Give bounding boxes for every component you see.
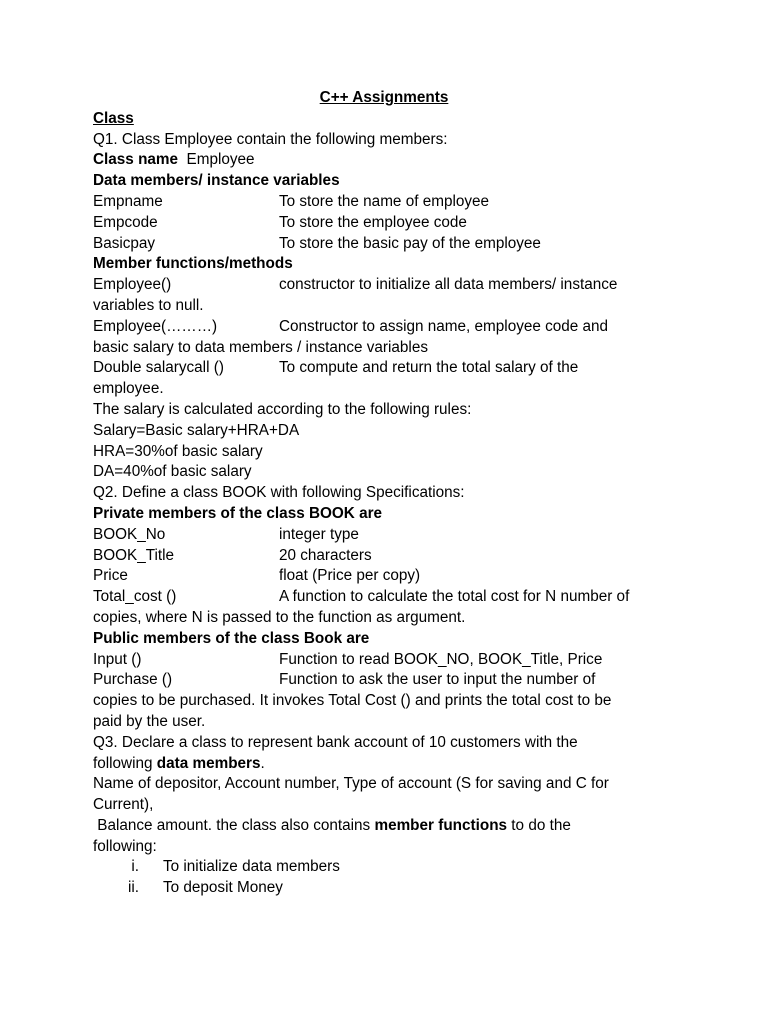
private-member-row: [93, 566, 673, 587]
data-member-term: Empcode: [93, 213, 158, 231]
q3-bold-text: data members: [156, 754, 261, 772]
data-member-desc: To store the basic pay of the employee: [279, 234, 541, 252]
q3-text: .: [260, 754, 265, 772]
method-desc: Constructor to assign name, employee code and: [279, 317, 609, 335]
list-item: [93, 878, 673, 899]
data-member-row: [93, 213, 673, 234]
private-member-term: BOOK_No: [93, 525, 166, 543]
data-member-term: Basicpay: [93, 234, 156, 252]
q1-question: Q1. Class Employee contain the following members:: [93, 130, 448, 148]
class-name-value: Employee: [186, 151, 255, 169]
q3-text: following: [93, 754, 157, 772]
q3-question: Q3. Declare a class to represent bank account of 10 customers with the: [93, 733, 578, 751]
input-term: Input (): [93, 650, 142, 668]
section-heading-class: Class: [93, 109, 134, 127]
method-desc: To compute and return the total salary of the: [279, 359, 579, 377]
private-member-desc: float (Price per copy): [279, 567, 421, 585]
private-members-heading: Private members of the class BOOK are: [93, 504, 383, 522]
private-member-desc: integer type: [279, 525, 359, 543]
q3-line: [93, 816, 673, 837]
purchase-desc: Function to ask the user to input the number of: [279, 671, 596, 689]
private-member-desc: 20 characters: [279, 546, 372, 564]
data-member-desc: To store the name of employee: [279, 192, 490, 210]
data-member-term: Empname: [93, 192, 163, 210]
member-functions-heading: Member functions/methods: [93, 255, 293, 273]
private-member-row: [93, 525, 673, 546]
data-member-row: [93, 234, 673, 255]
total-cost-desc: A function to calculate the total cost for N number of: [279, 588, 630, 606]
method-row: [93, 358, 673, 379]
total-cost-desc-continued: copies, where N is passed to the function as argument.: [93, 608, 466, 626]
input-row: [93, 650, 673, 671]
document-body: [93, 88, 673, 899]
list-item-text: To deposit Money: [163, 879, 283, 897]
q2-question: Q2. Define a class BOOK with following Specifications:: [93, 484, 465, 502]
rule-line: Salary=Basic salary+HRA+DA: [93, 421, 300, 439]
q3-text: to do the: [507, 816, 571, 834]
method-desc-continued: basic salary to data members / instance variables: [93, 338, 428, 356]
purchase-desc-continued: paid by the user.: [93, 712, 206, 730]
class-name-label: Class name: [93, 151, 179, 169]
method-term: Double salarycall (): [93, 359, 224, 377]
q3-line: Current),: [93, 796, 154, 814]
purchase-desc-continued: copies to be purchased. It invokes Total Cost () and prints the total cost to be: [93, 692, 612, 710]
list-item: [93, 857, 673, 878]
data-member-desc: To store the employee code: [279, 213, 467, 231]
purchase-row: [93, 670, 673, 691]
method-desc-continued: variables to null.: [93, 296, 204, 314]
total-cost-term: Total_cost (): [93, 588, 177, 606]
list-item-text: To initialize data members: [163, 858, 340, 876]
q1-class-name: [93, 150, 673, 171]
q3-line: following:: [93, 837, 157, 855]
rule-line: HRA=30%of basic salary: [93, 442, 263, 460]
private-member-row: [93, 546, 673, 567]
list-item-number: ii.: [127, 879, 139, 897]
private-member-term: Price: [93, 567, 128, 585]
private-member-term: BOOK_Title: [93, 546, 175, 564]
q3-text: Balance amount. the class also contains: [93, 816, 375, 834]
q3-line: Name of depositor, Account number, Type of account (S for saving and C for: [93, 775, 609, 793]
method-desc-continued: employee.: [93, 380, 164, 398]
page-title: C++ Assignments: [319, 89, 449, 106]
method-row: [93, 317, 673, 338]
method-desc: constructor to initialize all data members/ instance: [279, 276, 618, 294]
method-term: Employee(………): [93, 317, 218, 335]
method-term: Employee(): [93, 276, 172, 294]
rules-intro: The salary is calculated according to the following rules:: [93, 400, 472, 418]
list-item-number: i.: [131, 858, 139, 876]
method-row: [93, 275, 673, 296]
data-members-heading: Data members/ instance variables: [93, 172, 340, 190]
q3-bold-text: member functions: [374, 816, 508, 834]
q3-function-list: [93, 857, 673, 899]
input-desc: Function to read BOOK_NO, BOOK_Title, Price: [279, 650, 603, 668]
rule-line: DA=40%of basic salary: [93, 463, 252, 481]
q3-line: [93, 754, 673, 775]
public-members-heading: Public members of the class Book are: [93, 629, 370, 647]
purchase-term: Purchase (): [93, 671, 173, 689]
data-member-row: [93, 192, 673, 213]
total-cost-row: [93, 587, 673, 608]
